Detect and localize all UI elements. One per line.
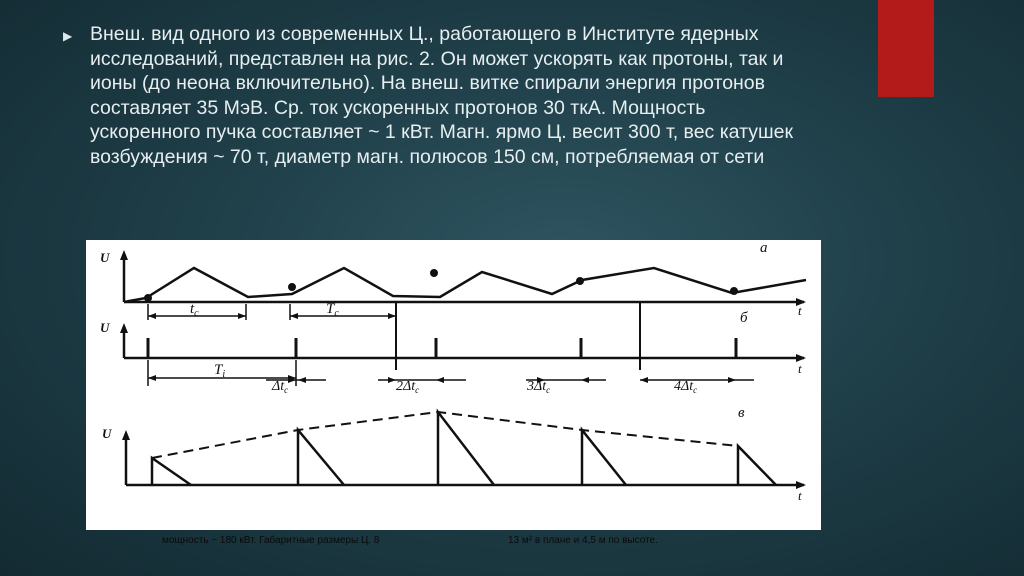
panel-a-tc2-label: $T_c$ — [326, 301, 339, 319]
panel-a-tc1-label: $t_c$ — [190, 301, 199, 319]
footer-text-right: 13 м² в плане и 4,5 м по высоте. — [508, 535, 658, 546]
panel-b-ti-label: $T_i$ — [214, 362, 226, 380]
triangle-right-icon: ▶ — [63, 29, 73, 43]
slide-body-text: Внеш. вид одного из современных Ц., работающего в Институте ядерных исследований, представлен на рис. 2. Он может ускорять как протоны, так и ионы (до неона включительно). На внеш. витке спирали энергия протонов составляет 35 МэВ. Ср. ток ускоренных протонов 30 ткА. Мощность ускоренного пучка составляет ~ 1 кВт. Магн. ярмо Ц. весит 300 т, вес катушек возбуждения ~ 70 т, диаметр магн. полюсов 150 см, потребляемая от сети — [90, 23, 794, 168]
accent-bar — [878, 0, 934, 97]
panel-c-tag: в — [738, 405, 745, 421]
panel-b — [100, 310, 806, 395]
gap-label-1: $\Delta t_c$ — [272, 379, 289, 395]
panel-c — [102, 405, 806, 503]
panel-b-t-label: t — [798, 361, 802, 376]
gap-label-4: $4\Delta t_c$ — [674, 379, 698, 395]
panel-a-u-label: U — [100, 250, 110, 265]
panel-c-t-label: t — [798, 488, 802, 503]
footer-text-left: мощность ~ 180 кВт. Габаритные размеры Ц. 8 — [162, 535, 380, 546]
panel-a — [100, 240, 806, 370]
gap-label-2: $2\Delta t_c$ — [396, 379, 420, 395]
panel-c-u-label: U — [102, 426, 112, 441]
figure-diagram — [86, 240, 821, 530]
gap-label-3: $3\Delta t_c$ — [527, 379, 551, 395]
panel-a-t-label: t — [798, 303, 802, 318]
panel-b-tag: б — [740, 310, 748, 326]
panel-b-u-label: U — [100, 320, 110, 335]
panel-a-tag: а — [760, 240, 768, 256]
